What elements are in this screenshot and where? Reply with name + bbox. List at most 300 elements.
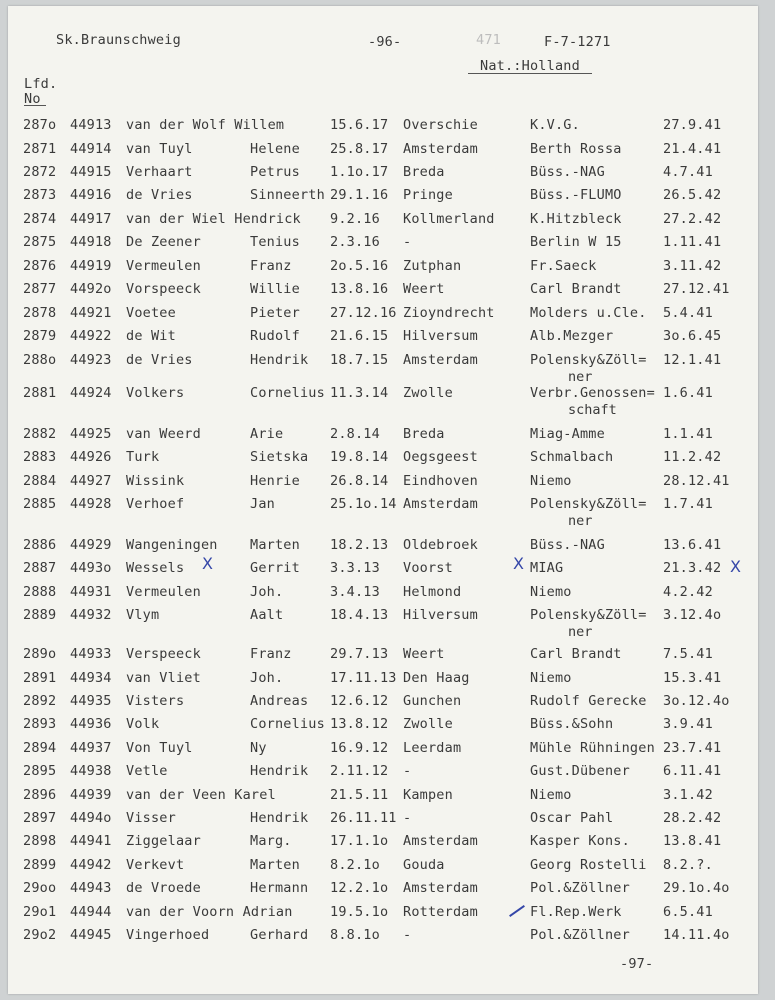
page-number: -96- <box>368 34 402 50</box>
number-cell: 4493o <box>70 560 112 576</box>
birth-date-cell: 26.11.11 <box>330 810 397 826</box>
start-date-cell: 3.12.4o <box>663 607 722 623</box>
table-row <box>8 473 758 491</box>
number-cell: 44933 <box>70 646 112 662</box>
table-row <box>8 716 758 734</box>
number-cell: 44937 <box>70 740 112 756</box>
lfd-cell: 2874 <box>23 211 57 227</box>
birth-place-cell: Oldebroek <box>403 537 478 553</box>
name-cell: van Tuyl <box>126 141 193 157</box>
birth-place-cell: Eindhoven <box>403 473 478 489</box>
name-cell: Verkevt <box>126 857 185 873</box>
employer-cell: Niemo <box>530 473 572 489</box>
name-cell: de Vroede <box>126 880 201 896</box>
birth-date-cell: 12.2.1o <box>330 880 389 896</box>
start-date-cell: 13.8.41 <box>663 833 722 849</box>
table-row <box>8 385 758 418</box>
first-name-cell: Franz <box>250 646 292 662</box>
file-reference: F-7-1271 <box>544 34 611 50</box>
table-row <box>8 857 758 875</box>
table-row <box>8 187 758 205</box>
start-date-cell: 27.9.41 <box>663 117 722 133</box>
first-name-cell: Hendrik <box>250 352 309 368</box>
first-name-cell: Hendrik <box>250 763 309 779</box>
first-name-cell: Henrie <box>250 473 300 489</box>
birth-place-cell: Hilversum <box>403 328 478 344</box>
birth-date-cell: 27.12.16 <box>330 305 397 321</box>
start-date-cell: 1.11.41 <box>663 234 722 250</box>
first-name-cell: Hendrik <box>250 810 309 826</box>
birth-date-cell: 13.8.12 <box>330 716 389 732</box>
birth-place-cell: Helmond <box>403 584 462 600</box>
employer-cell: Alb.Mezger <box>530 328 614 344</box>
number-cell: 44913 <box>70 117 112 133</box>
number-cell: 44945 <box>70 927 112 943</box>
first-name-cell: Rudolf <box>250 328 300 344</box>
number-cell: 44923 <box>70 352 112 368</box>
first-name-cell: Ny <box>250 740 267 756</box>
birth-place-cell: Gunchen <box>403 693 462 709</box>
first-name-cell: Jan <box>250 496 275 512</box>
name-cell: de Vries <box>126 187 193 203</box>
name-cell: Voetee <box>126 305 176 321</box>
first-name-cell: Aalt <box>250 607 284 623</box>
lfd-cell: 2892 <box>23 693 57 709</box>
name-cell: van Vliet <box>126 670 201 686</box>
number-cell: 44931 <box>70 584 112 600</box>
start-date-cell: 6.11.41 <box>663 763 722 779</box>
birth-place-cell: Gouda <box>403 857 445 873</box>
lfd-cell: 2893 <box>23 716 57 732</box>
birth-date-cell: 12.6.12 <box>330 693 389 709</box>
name-cell: Ziggelaar <box>126 833 201 849</box>
start-date-cell: 1.6.41 <box>663 385 713 401</box>
start-date-cell: 6.5.41 <box>663 904 713 920</box>
lfd-cell: 2877 <box>23 281 57 297</box>
start-date-cell: 11.2.42 <box>663 449 722 465</box>
first-name-cell: Arie <box>250 426 284 442</box>
name-cell: Visters <box>126 693 185 709</box>
name-cell: Vetle <box>126 763 168 779</box>
employer-cell: Schmalbach <box>530 449 614 465</box>
start-date-cell: 4.2.42 <box>663 584 713 600</box>
employer-cell: Polensky&Zöll= <box>530 352 647 368</box>
lfd-cell: 2899 <box>23 857 57 873</box>
birth-place-cell: - <box>403 763 412 779</box>
number-cell: 44928 <box>70 496 112 512</box>
name-cell: Vermeulen <box>126 258 201 274</box>
lfd-cell: 2873 <box>23 187 57 203</box>
birth-date-cell: 26.8.14 <box>330 473 389 489</box>
employer-cell: K.Hitzbleck <box>530 211 622 227</box>
lfd-cell: 2879 <box>23 328 57 344</box>
birth-date-cell: 3.3.13 <box>330 560 380 576</box>
nationality-label: Nat.:Holland <box>480 58 580 74</box>
number-cell: 44925 <box>70 426 112 442</box>
employer-cell: Oscar Pahl <box>530 810 614 826</box>
first-name-cell: Cornelius <box>250 385 325 401</box>
employer-cell: Pol.&Zöllner <box>530 927 630 943</box>
name-cell: van der Wolf Willem <box>126 117 285 133</box>
table-row <box>8 211 758 229</box>
employer-cell: Polensky&Zöll= <box>530 496 647 512</box>
name-cell: Vlym <box>126 607 160 623</box>
employer-cell: Fr.Saeck <box>530 258 597 274</box>
employer-cell: Berlin W 15 <box>530 234 622 250</box>
number-cell: 44941 <box>70 833 112 849</box>
number-cell: 44943 <box>70 880 112 896</box>
table-row <box>8 646 758 664</box>
lfd-cell: 29o1 <box>23 904 57 920</box>
birth-date-cell: 17.11.13 <box>330 670 397 686</box>
table-row <box>8 927 758 945</box>
birth-date-cell: 13.8.16 <box>330 281 389 297</box>
name-cell: De Zeener <box>126 234 201 250</box>
birth-date-cell: 2o.5.16 <box>330 258 389 274</box>
employer-cell: Carl Brandt <box>530 646 622 662</box>
birth-place-cell: Hilversum <box>403 607 478 623</box>
birth-date-cell: 8.2.1o <box>330 857 380 873</box>
birth-place-cell: Amsterdam <box>403 833 478 849</box>
lfd-cell: 2872 <box>23 164 57 180</box>
birth-place-cell: Voorst <box>403 560 453 576</box>
name-cell: Wissink <box>126 473 185 489</box>
number-cell: 44938 <box>70 763 112 779</box>
first-name-cell: Franz <box>250 258 292 274</box>
birth-place-cell: Amsterdam <box>403 352 478 368</box>
birth-place-cell: Zioyndrecht <box>403 305 495 321</box>
employer-cell: Kasper Kons. <box>530 833 630 849</box>
start-date-cell: 3o.6.45 <box>663 328 722 344</box>
birth-date-cell: 3.4.13 <box>330 584 380 600</box>
number-cell: 44921 <box>70 305 112 321</box>
start-date-cell: 13.6.41 <box>663 537 722 553</box>
employer-cell: K.V.G. <box>530 117 580 133</box>
birth-place-cell: Kollmerland <box>403 211 495 227</box>
employer-continuation: ner <box>568 624 593 640</box>
table-row <box>8 449 758 467</box>
lfd-cell: 29oo <box>23 880 57 896</box>
birth-place-cell: Breda <box>403 164 445 180</box>
name-cell: Wessels <box>126 560 185 576</box>
number-cell: 44924 <box>70 385 112 401</box>
start-date-cell: 23.7.41 <box>663 740 722 756</box>
table-row <box>8 607 758 640</box>
table-row <box>8 787 758 805</box>
first-name-cell: Gerrit <box>250 560 300 576</box>
number-cell: 44929 <box>70 537 112 553</box>
birth-date-cell: 25.1o.14 <box>330 496 397 512</box>
first-name-cell: Joh. <box>250 670 284 686</box>
birth-date-cell: 21.5.11 <box>330 787 389 803</box>
birth-date-cell: 8.8.1o <box>330 927 380 943</box>
birth-place-cell: Zwolle <box>403 385 453 401</box>
start-date-cell: 28.2.42 <box>663 810 722 826</box>
next-page-number: -97- <box>620 956 654 972</box>
employer-cell: Büss.-NAG <box>530 537 605 553</box>
number-cell: 44934 <box>70 670 112 686</box>
start-date-cell: 8.2.?. <box>663 857 713 873</box>
lfd-cell: 2896 <box>23 787 57 803</box>
lfd-cell: 289o <box>23 646 57 662</box>
employer-cell: Gust.Dübener <box>530 763 630 779</box>
lfd-cell: 2875 <box>23 234 57 250</box>
birth-date-cell: 29.7.13 <box>330 646 389 662</box>
table-row <box>8 234 758 252</box>
birth-place-cell: Amsterdam <box>403 496 478 512</box>
start-date-cell: 15.3.41 <box>663 670 722 686</box>
table-row <box>8 904 758 922</box>
employer-cell: Georg Rostelli <box>530 857 647 873</box>
document-page <box>8 6 758 994</box>
employer-cell: Niemo <box>530 670 572 686</box>
birth-place-cell: Zwolle <box>403 716 453 732</box>
start-date-cell: 21.3.42 <box>663 560 722 576</box>
start-date-cell: 5.4.41 <box>663 305 713 321</box>
name-cell: Verspeeck <box>126 646 201 662</box>
start-date-cell: 27.2.42 <box>663 211 722 227</box>
first-name-cell: Marten <box>250 537 300 553</box>
employer-cell: Molders u.Cle. <box>530 305 647 321</box>
first-name-cell: Joh. <box>250 584 284 600</box>
start-date-cell: 28.12.41 <box>663 473 730 489</box>
employer-cell: Fl.Rep.Werk <box>530 904 622 920</box>
birth-date-cell: 15.6.17 <box>330 117 389 133</box>
table-row <box>8 537 758 555</box>
birth-date-cell: 21.6.15 <box>330 328 389 344</box>
birth-date-cell: 17.1.1o <box>330 833 389 849</box>
birth-place-cell: Breda <box>403 426 445 442</box>
first-name-cell: Pieter <box>250 305 300 321</box>
name-cell: Verhoef <box>126 496 185 512</box>
employer-cell: MIAG <box>530 560 564 576</box>
table-row <box>8 281 758 299</box>
employer-cell: Miag-Amme <box>530 426 605 442</box>
lfd-cell: 2884 <box>23 473 57 489</box>
birth-place-cell: - <box>403 927 412 943</box>
table-row <box>8 584 758 602</box>
table-row <box>8 670 758 688</box>
table-row <box>8 426 758 444</box>
employer-cell: Niemo <box>530 787 572 803</box>
birth-place-cell: Leerdam <box>403 740 462 756</box>
start-date-cell: 26.5.42 <box>663 187 722 203</box>
lfd-cell: 2889 <box>23 607 57 623</box>
birth-date-cell: 18.2.13 <box>330 537 389 553</box>
birth-date-cell: 18.7.15 <box>330 352 389 368</box>
lfd-cell: 2871 <box>23 141 57 157</box>
number-cell: 44919 <box>70 258 112 274</box>
annotation-x-mark: X <box>202 554 213 573</box>
birth-place-cell: Amsterdam <box>403 141 478 157</box>
birth-place-cell: Den Haag <box>403 670 470 686</box>
start-date-cell: 27.12.41 <box>663 281 730 297</box>
lfd-cell: 287o <box>23 117 57 133</box>
lfd-cell: 2888 <box>23 584 57 600</box>
start-date-cell: 14.11.4o <box>663 927 730 943</box>
table-row <box>8 880 758 898</box>
faint-number: 471 <box>476 32 501 48</box>
column-header-lfd: Lfd. <box>24 76 58 92</box>
employer-cell: Niemo <box>530 584 572 600</box>
number-cell: 44942 <box>70 857 112 873</box>
birth-place-cell: Zutphan <box>403 258 462 274</box>
lfd-cell: 2881 <box>23 385 57 401</box>
table-row <box>8 810 758 828</box>
table-row <box>8 258 758 276</box>
name-cell: de Wit <box>126 328 176 344</box>
lfd-cell: 2883 <box>23 449 57 465</box>
birth-date-cell: 25.8.17 <box>330 141 389 157</box>
first-name-cell: Gerhard <box>250 927 309 943</box>
lfd-cell: 2886 <box>23 537 57 553</box>
lfd-cell: 2878 <box>23 305 57 321</box>
birth-place-cell: Weert <box>403 646 445 662</box>
lfd-cell: 2885 <box>23 496 57 512</box>
employer-continuation: schaft <box>568 402 617 418</box>
start-date-cell: 1.1.41 <box>663 426 713 442</box>
employer-cell: Pol.&Zöllner <box>530 880 630 896</box>
table-row <box>8 693 758 711</box>
birth-place-cell: Kampen <box>403 787 453 803</box>
birth-date-cell: 2.8.14 <box>330 426 380 442</box>
birth-date-cell: 29.1.16 <box>330 187 389 203</box>
employer-cell: Büss.&Sohn <box>530 716 614 732</box>
name-cell: Vermeulen <box>126 584 201 600</box>
birth-date-cell: 11.3.14 <box>330 385 389 401</box>
first-name-cell: Andreas <box>250 693 309 709</box>
birth-place-cell: Amsterdam <box>403 880 478 896</box>
start-date-cell: 4.7.41 <box>663 164 713 180</box>
employer-continuation: ner <box>568 369 593 385</box>
name-cell: Volk <box>126 716 160 732</box>
number-cell: 44917 <box>70 211 112 227</box>
name-cell: Von Tuyl <box>126 740 193 756</box>
employer-cell: Berth Rossa <box>530 141 622 157</box>
number-cell: 44936 <box>70 716 112 732</box>
name-cell: van Weerd <box>126 426 201 442</box>
name-cell: Turk <box>126 449 160 465</box>
table-row <box>8 557 758 578</box>
birth-place-cell: - <box>403 810 412 826</box>
employer-cell: Rudolf Gerecke <box>530 693 647 709</box>
number-cell: 44916 <box>70 187 112 203</box>
name-cell: Visser <box>126 810 176 826</box>
number-cell: 44918 <box>70 234 112 250</box>
name-cell: van der Veen Karel <box>126 787 276 803</box>
birth-place-cell: Overschie <box>403 117 478 133</box>
employer-continuation: ner <box>568 513 593 529</box>
birth-date-cell: 1.1o.17 <box>330 164 389 180</box>
start-date-cell: 12.1.41 <box>663 352 722 368</box>
first-name-cell: Tenius <box>250 234 300 250</box>
table-row <box>8 352 758 385</box>
start-date-cell: 3.1.42 <box>663 787 713 803</box>
number-cell: 44926 <box>70 449 112 465</box>
lfd-cell: 29o2 <box>23 927 57 943</box>
start-date-cell: 3o.12.4o <box>663 693 730 709</box>
start-date-cell: 7.5.41 <box>663 646 713 662</box>
number-cell: 44927 <box>70 473 112 489</box>
start-date-cell: 21.4.41 <box>663 141 722 157</box>
no-underline <box>24 105 46 106</box>
birth-date-cell: 19.8.14 <box>330 449 389 465</box>
annotation-x-mark: X <box>513 554 524 573</box>
birth-place-cell: Rotterdam <box>403 904 478 920</box>
employer-cell: Verbr.Genossen= <box>530 385 655 401</box>
lfd-cell: 2882 <box>23 426 57 442</box>
number-cell: 44939 <box>70 787 112 803</box>
table-row <box>8 496 758 529</box>
nationality-underline <box>468 73 592 74</box>
lfd-cell: 2897 <box>23 810 57 826</box>
lfd-cell: 2894 <box>23 740 57 756</box>
first-name-cell: Cornelius <box>250 716 325 732</box>
lfd-cell: 2895 <box>23 763 57 779</box>
archive-stamp: Sk.Braunschweig <box>56 32 181 48</box>
name-cell: van der Voorn Adrian <box>126 904 293 920</box>
birth-date-cell: 2.11.12 <box>330 763 389 779</box>
number-cell: 44915 <box>70 164 112 180</box>
first-name-cell: Petrus <box>250 164 300 180</box>
birth-date-cell: 2.3.16 <box>330 234 380 250</box>
name-cell: van der Wiel Hendrick <box>126 211 301 227</box>
lfd-cell: 2887 <box>23 560 57 576</box>
birth-place-cell: Weert <box>403 281 445 297</box>
number-cell: 4494o <box>70 810 112 826</box>
name-cell: Wangeningen <box>126 537 218 553</box>
lfd-cell: 288o <box>23 352 57 368</box>
name-cell: de Vries <box>126 352 193 368</box>
first-name-cell: Sietska <box>250 449 309 465</box>
name-cell: Vorspeeck <box>126 281 201 297</box>
table-row <box>8 305 758 323</box>
first-name-cell: Marten <box>250 857 300 873</box>
birth-place-cell: Oegsgeest <box>403 449 478 465</box>
table-row <box>8 117 758 135</box>
first-name-cell: Helene <box>250 141 300 157</box>
employer-cell: Polensky&Zöll= <box>530 607 647 623</box>
first-name-cell: Hermann <box>250 880 309 896</box>
lfd-cell: 2891 <box>23 670 57 686</box>
table-row <box>8 740 758 758</box>
employer-cell: Büss.-FLUMO <box>530 187 622 203</box>
lfd-cell: 2876 <box>23 258 57 274</box>
table-row <box>8 141 758 159</box>
employer-cell: Büss.-NAG <box>530 164 605 180</box>
column-header-no: No <box>24 91 41 107</box>
birth-date-cell: 9.2.16 <box>330 211 380 227</box>
number-cell: 44922 <box>70 328 112 344</box>
table-row <box>8 164 758 182</box>
table-row <box>8 328 758 346</box>
number-cell: 44935 <box>70 693 112 709</box>
number-cell: 44914 <box>70 141 112 157</box>
start-date-cell: 29.1o.4o <box>663 880 730 896</box>
birth-date-cell: 19.5.1o <box>330 904 389 920</box>
birth-date-cell: 16.9.12 <box>330 740 389 756</box>
annotation-x-mark: X <box>730 557 741 576</box>
number-cell: 4492o <box>70 281 112 297</box>
first-name-cell: Willie <box>250 281 300 297</box>
number-cell: 44932 <box>70 607 112 623</box>
birth-place-cell: - <box>403 234 412 250</box>
birth-place-cell: Pringe <box>403 187 453 203</box>
lfd-cell: 2898 <box>23 833 57 849</box>
first-name-cell: Marg. <box>250 833 292 849</box>
start-date-cell: 3.9.41 <box>663 716 713 732</box>
start-date-cell: 1.7.41 <box>663 496 713 512</box>
